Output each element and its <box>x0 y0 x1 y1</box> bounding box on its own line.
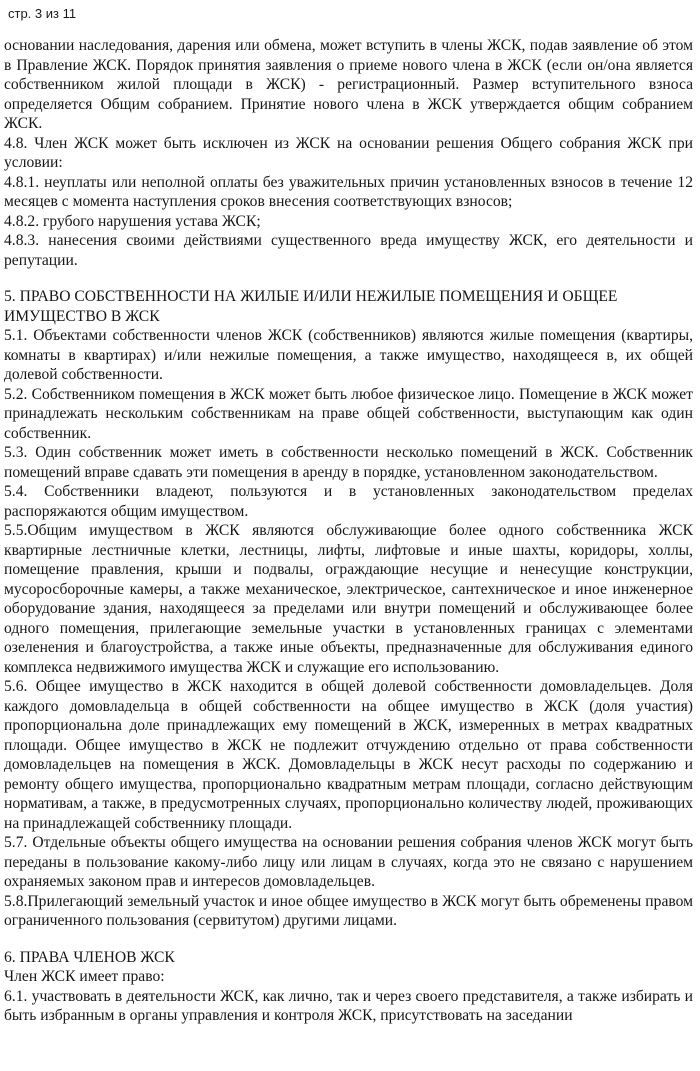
paragraph-5-6: 5.6. Общее имущество в ЖСК находится в общей долевой собственности домовладельцев. Доля каждого домовладельца в общей собственности на общее имущество в ЖСК (доля участия) пропорциональна доле принадлежащих ему помещений в ЖСК, измеренных в метрах квадратных площади. Общее имущество в ЖСК не подлежит отчуждению отдельно от права собственности домовладельцев на помещения в ЖСК. Домовладельцы в ЖСК несут расходы по содержанию и ремонту общего имущества, пропорционально квадратным метрам площади, согласно действующим нормативам, а также, в предусмотренных случаях, пропорционально количеству людей, проживающих на принадлежащей собственнику площади. <box>4 678 693 832</box>
paragraph-4-8-3: 4.8.3. нанесения своими действиями существенного вреда имуществу ЖСК, его деятельности и репутации. <box>4 232 693 269</box>
paragraph-4-7-continuation: основании наследования, дарения или обмена, может вступить в члены ЖСК, подав заявление об этом в Правление ЖСК. Порядок принятия заявления о приеме нового члена в ЖСК (если он/она является собственником жилой площади в ЖСК) - регистрационный. Размер вступительного взноса определяется Общим собранием. Принятие нового члена в ЖСК утверждается общим собранием ЖСК. <box>4 37 693 132</box>
paragraph-5-7: 5.7. Отдельные объекты общего имущества на основании решения собрания членов ЖСК могут быть переданы в пользование какому-либо лицу или лицам в случаях, когда это не связано с нарушением охраняемых законом прав и интересов домовладельцев. <box>4 834 693 890</box>
section-6-heading: 6. ПРАВА ЧЛЕНОВ ЖСК <box>4 948 175 966</box>
section-spacer <box>4 931 693 948</box>
paragraph-6-1: 6.1. участвовать в деятельности ЖСК, как лично, так и через своего представителя, а также избирать и быть избранным в органы управления и контроля ЖСК, присутствовать на заседании <box>4 987 693 1024</box>
paragraph-5-3: 5.3. Один собственник может иметь в собственности несколько помещений в ЖСК. Собственник помещений вправе сдавать эти помещения в аренду в порядке, установленном законодательством. <box>4 444 693 481</box>
paragraph-5-2: 5.2. Собственником помещения в ЖСК может быть любое физическое лицо. Помещение в ЖСК может принадлежать нескольким собственникам на праве общей собственности, выступающим как один собственник. <box>4 385 693 442</box>
page-indicator: стр. 3 из 11 <box>8 6 77 21</box>
paragraph-4-8-2: 4.8.2. грубого нарушения устава ЖСК; <box>4 212 261 230</box>
section-5-heading: 5. ПРАВО СОБСТВЕННОСТИ НА ЖИЛЫЕ И/ИЛИ НЕЖИЛЫЕ ПОМЕЩЕНИЯ И ОБЩЕЕ ИМУЩЕСТВО В ЖСК <box>4 288 618 325</box>
paragraph-5-8: 5.8.Прилегающий земельный участок и иное общее имущество в ЖСК могут быть обременены правом ограниченного пользования (сервитутом) другими лицами. <box>4 892 693 929</box>
document-body <box>4 36 693 1026</box>
paragraph-5-4: 5.4. Собственники владеют, пользуются и в установленных законодательством пределах распоряжаются общим имуществом. <box>4 483 693 520</box>
paragraph-4-8: 4.8. Член ЖСК может быть исключен из ЖСК на основании решения Общего собрания ЖСК при условии: <box>4 134 693 171</box>
paragraph-6-intro: Член ЖСК имеет право: <box>4 968 165 985</box>
paragraph-4-8-1: 4.8.1. неуплаты или неполной оплаты без уважительных причин установленных взносов в течение 12 месяцев с момента наступления сроков внесения соответствующих взносов; <box>4 173 693 210</box>
paragraph-5-1: 5.1. Объектами собственности членов ЖСК (собственников) являются жилые помещения (квартиры, комнаты в квартирах) и/или нежилые помещения, а также имущество, находящееся в, их общей долевой собственности. <box>4 327 693 383</box>
paragraph-5-5: 5.5.Общим имуществом в ЖСК являются обслуживающие более одного собственника ЖСК квартирные лестничные клетки, лестницы, лифты, лифтовые и иные шахты, коридоры, холлы, помещение правления, крыши и подвалы, ограждающие несущие и ненесущие конструкции, мусоросборочные камеры, а также механическое, электрическое, сантехническое и иное инженерное оборудование здания, находящееся за пределами или внутри помещений и обслуживающее более одного помещения, прилегающие земельные участки в установленных границах с элементами озеленения и благоустройства, а также иные объекты, предназначенные для обслуживания единого комплекса недвижимого имущества ЖСК и служащие его использованию. <box>4 522 693 676</box>
section-spacer <box>4 270 693 287</box>
